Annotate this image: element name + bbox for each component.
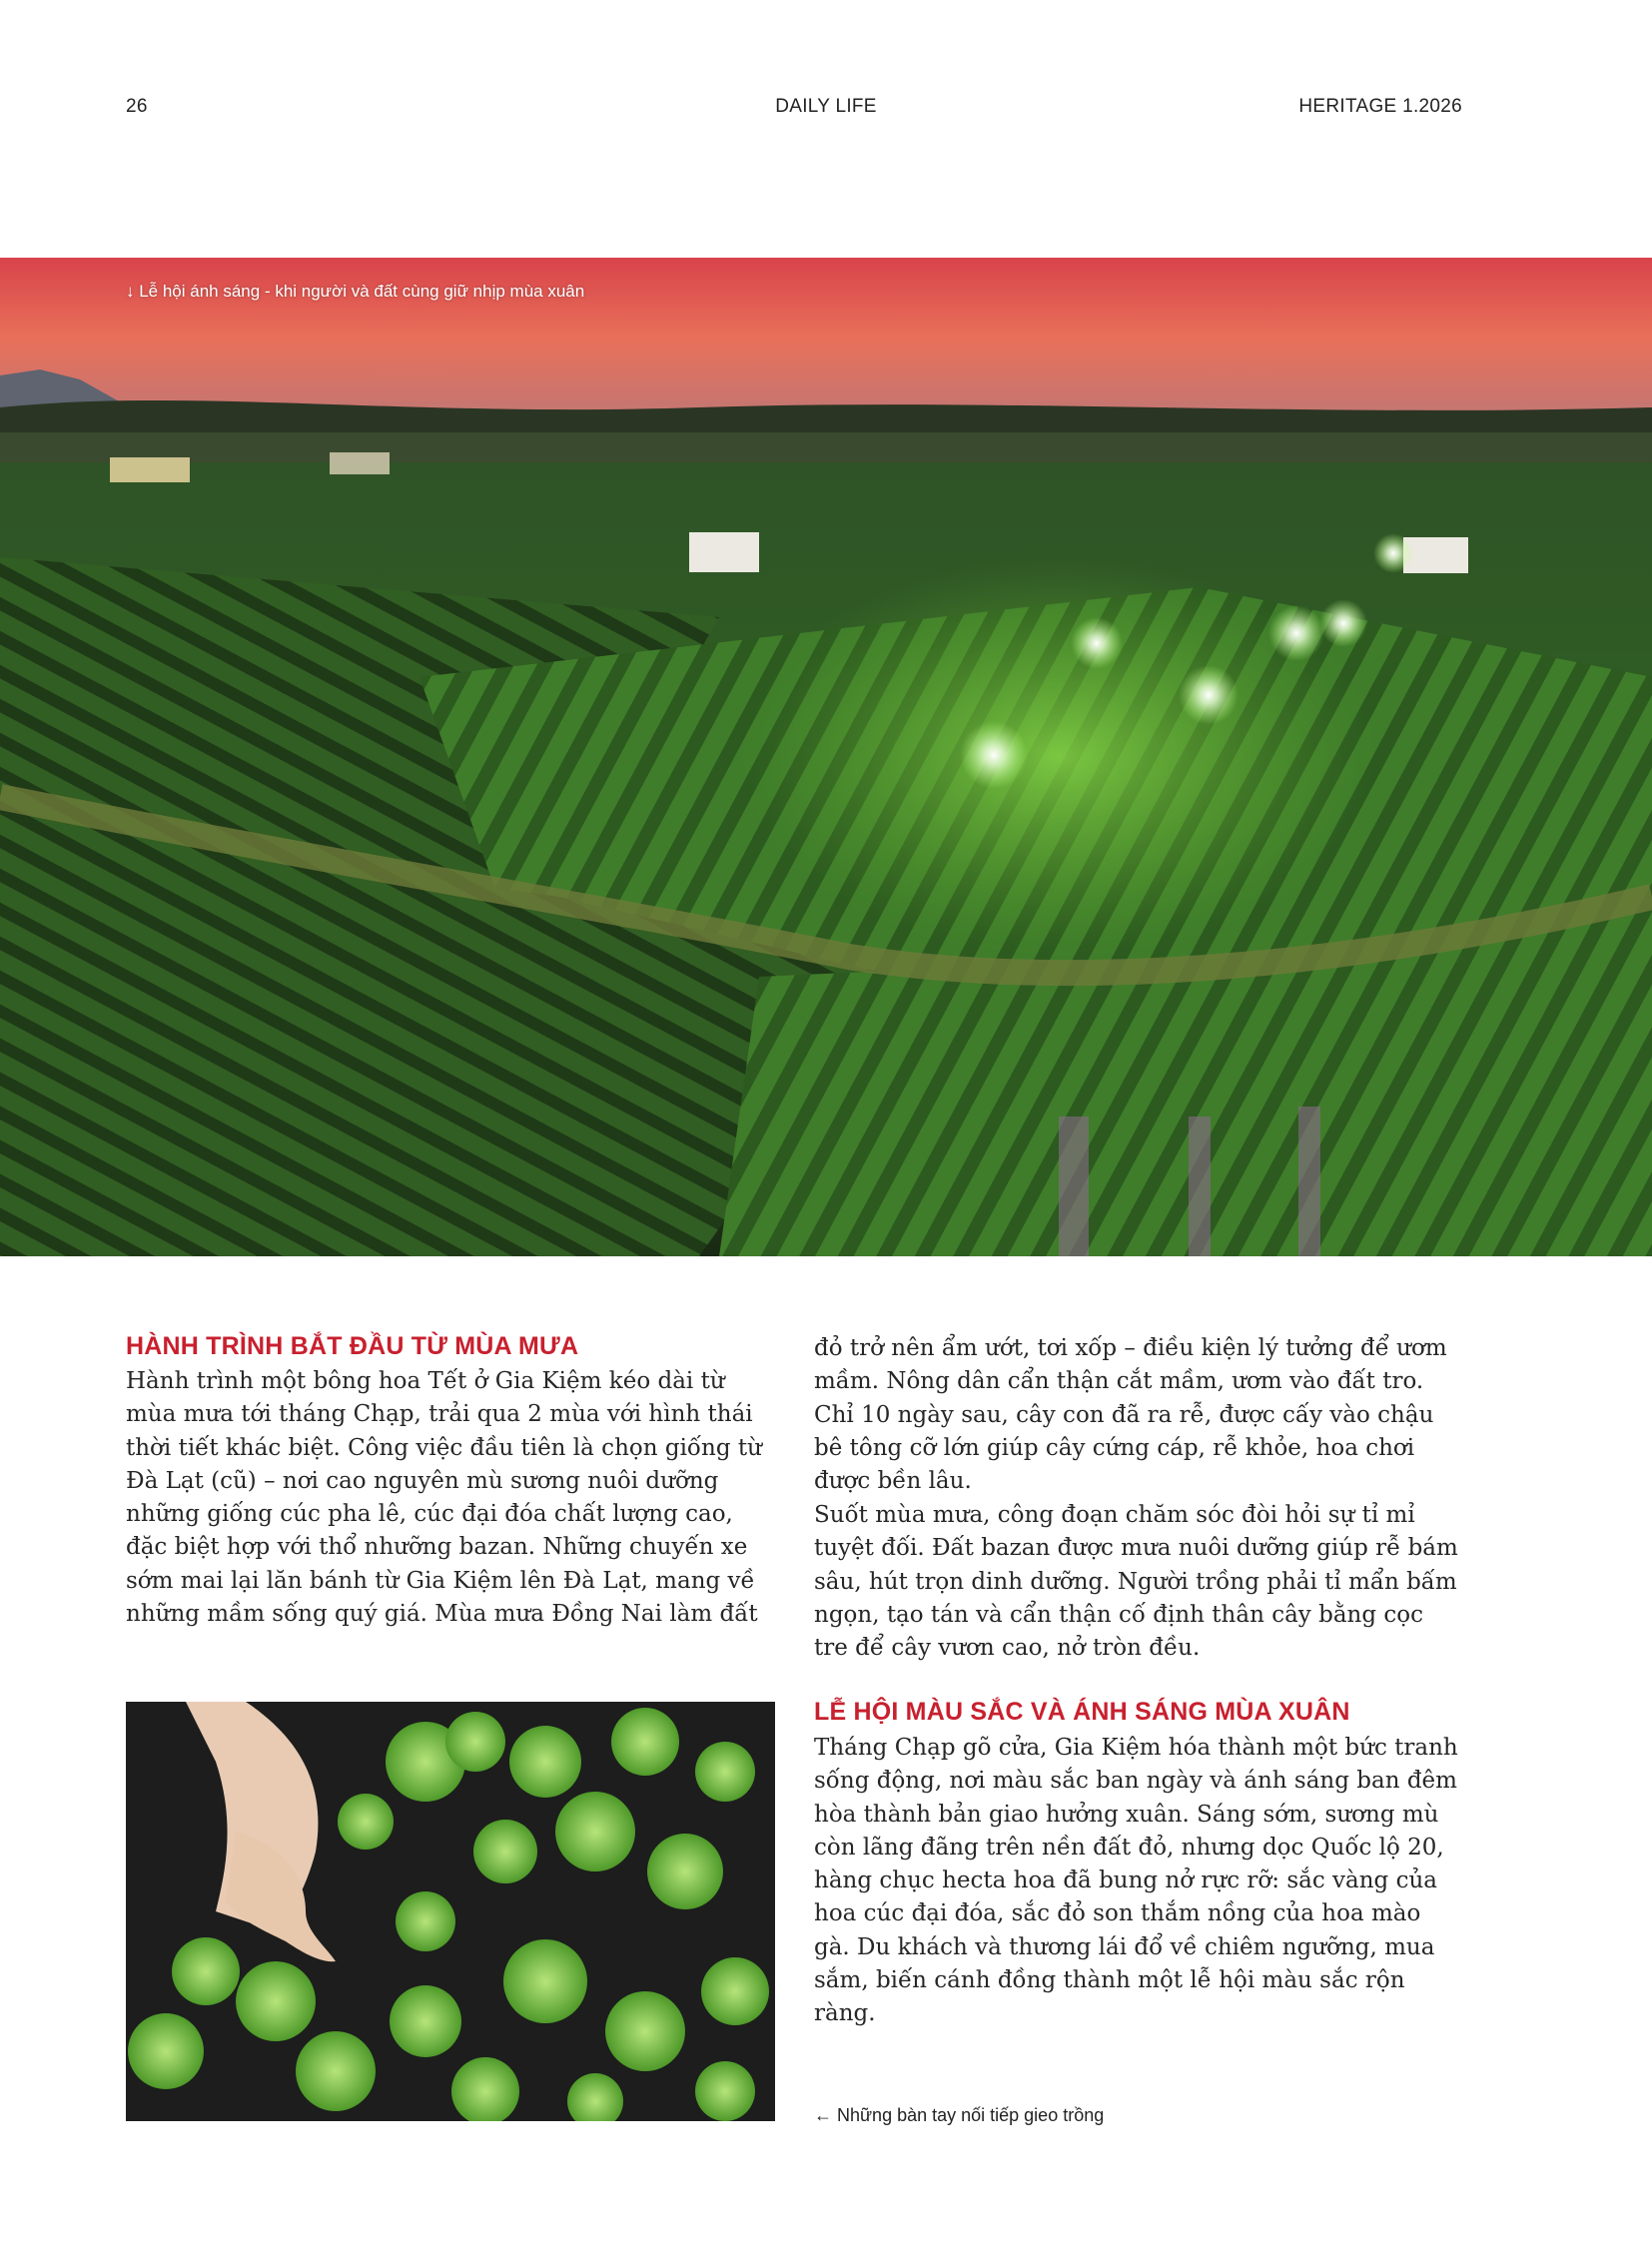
page-number: 26	[126, 96, 148, 117]
section1-paragraph-1-part-2: đỏ trở nên ẩm ướt, tơi xốp – điều kiện lý tưởng để ươm mầm. Nông dân cẩn thận cắt mầm, ươm vào đất tro. Chỉ 10 ngày sau, cây con đã ra rễ, được cấy vào chậu bê tông cỡ lớn giúp cây cứng cáp, rễ khỏe, hoa chơi được bền lâu.	[814, 1335, 1447, 1495]
hero-photo	[0, 258, 1652, 1256]
section2-heading: LỄ HỘI MÀU SẮC VÀ ÁNH SÁNG MÙA XUÂN	[814, 1698, 1350, 1726]
section2-paragraph: Tháng Chạp gõ cửa, Gia Kiệm hóa thành một bức tranh sống động, nơi màu sắc ban ngày và ánh sáng ban đêm hòa thành bản giao hưởng xuân. Sáng sớm, sương mù còn lãng đãng trên nền đất đỏ, nhưng dọc Quốc lộ 20, hàng chục hecta hoa đã bung nở rực rỡ: sắc vàng của hoa cúc đại đóa, sắc đỏ son thắm nồng của hoa mào gà. Du khách và thương lái đổ về chiêm ngưỡng, mua sắm, biến cánh đồng thành một lễ hội màu sắc rộn ràng.	[814, 1735, 1458, 2027]
inset-photo-caption: ← Những bàn tay nối tiếp gieo trồng	[814, 2105, 1105, 2125]
hero-photo-caption: ↓ Lễ hội ánh sáng - khi người và đất cùng giữ nhịp mùa xuân	[126, 282, 585, 301]
issue-label: HERITAGE 1.2026	[1298, 96, 1462, 117]
section1-paragraph-2: Suốt mùa mưa, công đoạn chăm sóc đòi hỏi sự tỉ mỉ tuyệt đối. Đất bazan được mưa nuôi dưỡng giúp rễ bám sâu, hút trọn dinh dưỡng. Người trồng phải tỉ mẩn bấm ngọn, tạo tán và cẩn thận cố định thân cây bằng cọc tre để cây vươn cao, nở tròn đều.	[814, 1502, 1458, 1662]
section1-heading: HÀNH TRÌNH BẮT ĐẦU TỪ MÙA MƯA	[126, 1332, 579, 1360]
flower-fields-night-image	[0, 258, 1652, 1256]
section1-paragraph-1-part-1: Hành trình một bông hoa Tết ở Gia Kiệm kéo dài từ mùa mưa tới tháng Chạp, trải qua 2 mùa với hình thái thời tiết khác biệt. Công việc đầu tiên là chọn giống từ Đà Lạt (cũ) – nơi cao nguyên mù sương nuôi dưỡng những giống cúc pha lê, cúc đại đóa chất lượng cao, đặc biệt hợp với thổ nhưỡng bazan. Những chuyến xe sớm mai lại lăn bánh từ Gia Kiệm lên Đà Lạt, mang về những mầm sống quý giá. Mùa mưa Đồng Nai làm đất	[126, 1368, 762, 1628]
hands-planting-seedlings-image	[126, 1702, 775, 2121]
section-title: DAILY LIFE	[775, 96, 877, 117]
inset-photo	[126, 1702, 775, 2121]
